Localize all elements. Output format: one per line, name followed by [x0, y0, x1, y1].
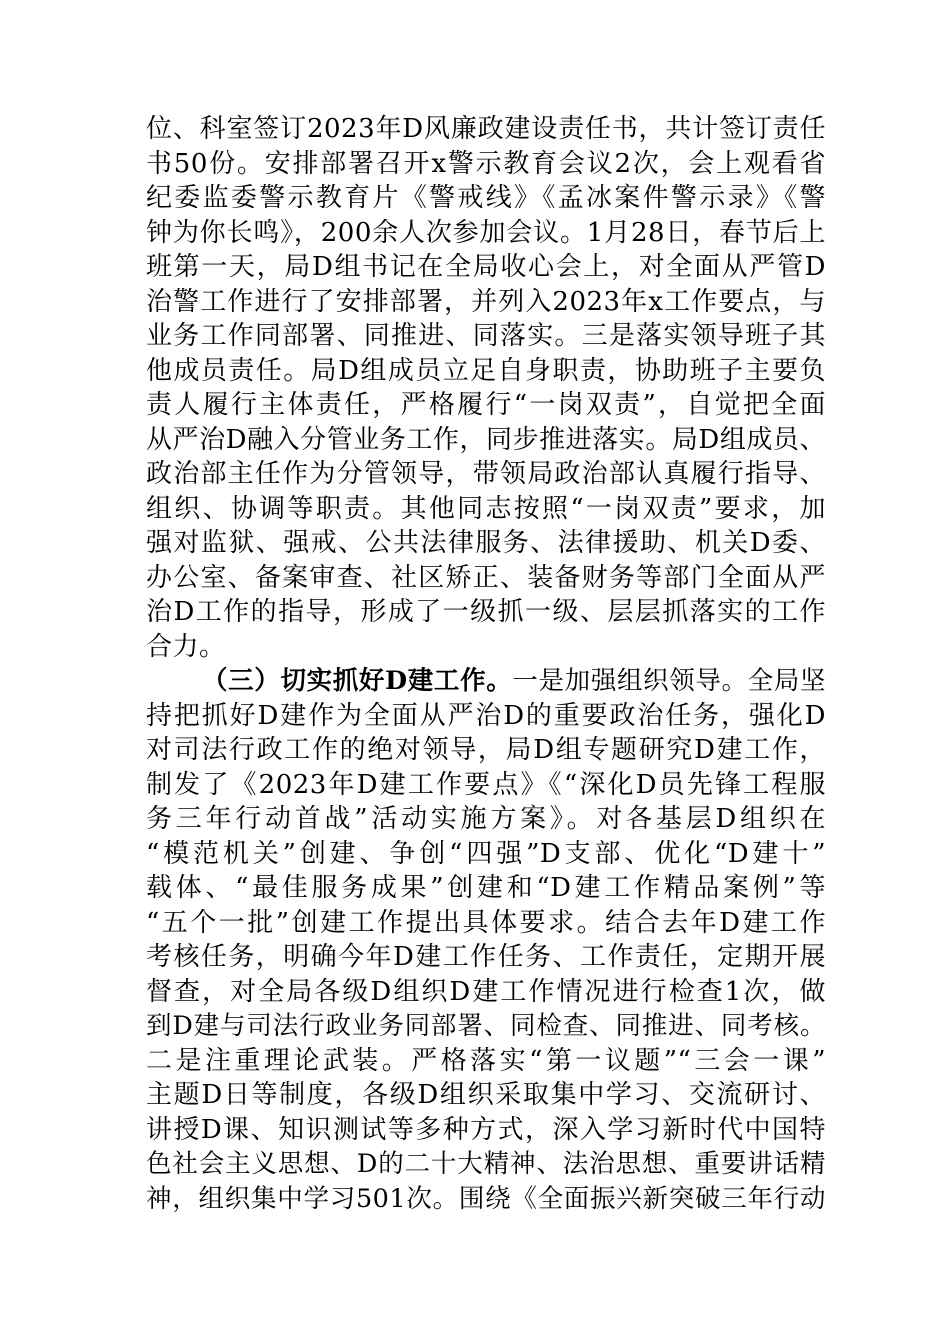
- line-text: 到D建与司法行政业务同部署、同检查、同推进、同考核。: [146, 1011, 826, 1041]
- line-text: 他成员责任。局D组成员立足自身职责，协助班子主要负: [146, 355, 826, 386]
- text-line: [146, 595, 826, 630]
- line-text: 业务工作同部署、同推进、同落实。三是落实领导班子其: [146, 321, 826, 351]
- line-text: 色社会主义思想、D的二十大精神、法治思想、重要讲话精: [146, 1149, 826, 1179]
- text-line: [146, 906, 826, 941]
- text-line: [146, 1009, 826, 1044]
- text-line: [146, 630, 826, 665]
- line-text: 班第一天，局D组书记在全局收心会上，对全面从严管D: [146, 252, 826, 282]
- line-text: 从严治D融入分管业务工作，同步推进落实。局D组成员、: [146, 424, 826, 455]
- text-line: [146, 319, 826, 354]
- text-line: [146, 1182, 826, 1217]
- line-text: 载体、“最佳服务成果”创建和“D建工作精品案例”等: [146, 873, 826, 903]
- text-line: [146, 216, 826, 251]
- text-line: [146, 975, 826, 1010]
- text-line: [146, 388, 826, 423]
- line-text: 政治部主任作为分管领导，带领局政治部认真履行指导、: [146, 459, 826, 489]
- text-line: [146, 181, 826, 216]
- line-text: 主题D日等制度，各级D组织采取集中学习、交流研讨、: [146, 1080, 826, 1110]
- line-text: “模范机关”创建、争创“四强”D支部、优化“D建十”: [146, 838, 826, 869]
- line-text: 务三年行动首战”活动实施方案》。对各基层D组织在: [146, 804, 826, 834]
- line-text: “五个一批”创建工作提出具体要求。结合去年D建工作: [146, 907, 826, 938]
- text-line: [146, 1147, 826, 1182]
- text-line: [146, 940, 826, 975]
- text-line: [146, 871, 826, 906]
- line-text: 治警工作进行了安排部署，并列入2023年x工作要点，与: [146, 286, 826, 317]
- line-text: 治D工作的指导，形成了一级抓一级、层层抓落实的工作: [146, 597, 826, 627]
- line-text: 办公室、备案审查、社区矫正、装备财务等部门全面从严: [146, 562, 826, 593]
- text-line: [146, 250, 826, 285]
- line-text: 督查，对全局各级D组织D建工作情况进行检查1次，做: [146, 976, 826, 1007]
- text-line: [146, 1078, 826, 1113]
- text-line: [146, 802, 826, 837]
- line-text: 二是注重理论武装。严格落实“第一议题”“三会一课”: [146, 1045, 826, 1076]
- text-line: [146, 457, 826, 492]
- text-line: [146, 699, 826, 734]
- text-line: [146, 837, 826, 872]
- line-text: 合力。: [146, 631, 226, 662]
- line-text: 书50份。安排部署召开x警示教育会议2次，会上观看省: [146, 148, 826, 179]
- line-text: 神，组织集中学习501次。围绕《全面振兴新突破三年行动: [146, 1183, 826, 1214]
- text-line: [146, 561, 826, 596]
- text-line: [146, 768, 826, 803]
- line-text: 制发了《2023年D建工作要点》《“深化D员先锋工程服: [146, 769, 826, 800]
- line-text: 责人履行主体责任，严格履行“一岗双责”，自觉把全面: [146, 390, 826, 420]
- text-line: [146, 147, 826, 182]
- text-line: [146, 112, 826, 147]
- document-body: [146, 112, 826, 1216]
- text-line: [146, 664, 826, 699]
- text-line: [146, 423, 826, 458]
- line-text: 强对监狱、强戒、公共法律服务、法律援助、机关D委、: [146, 528, 826, 558]
- text-line: [146, 354, 826, 389]
- line-text: 位、科室签订2023年D风廉政建设责任书，共计签订责任: [146, 114, 826, 144]
- line-text: 组织、协调等职责。其他同志按照“一岗双责”要求，加: [146, 493, 826, 524]
- text-line: [146, 1044, 826, 1079]
- line-text: 考核任务，明确今年D建工作任务、工作责任，定期开展: [146, 942, 826, 972]
- text-line: [146, 526, 826, 561]
- line-text: 持把抓好D建作为全面从严治D的重要政治任务，强化D: [146, 700, 826, 731]
- text-line: [146, 1113, 826, 1148]
- section-heading: （三）切实抓好D建工作。: [202, 666, 513, 696]
- line-text: 一是加强组织领导。全局坚: [512, 666, 826, 696]
- line-text: 对司法行政工作的绝对领导，局D组专题研究D建工作，: [146, 735, 826, 765]
- line-text: 讲授D课、知识测试等多种方式，深入学习新时代中国特: [146, 1114, 826, 1145]
- text-line: [146, 733, 826, 768]
- text-line: [146, 492, 826, 527]
- line-text: 钟为你长鸣》，200余人次参加会议。1月28日，春节后上: [146, 217, 826, 248]
- text-line: [146, 285, 826, 320]
- line-text: 纪委监委警示教育片《警戒线》《孟冰案件警示录》《警: [146, 183, 826, 213]
